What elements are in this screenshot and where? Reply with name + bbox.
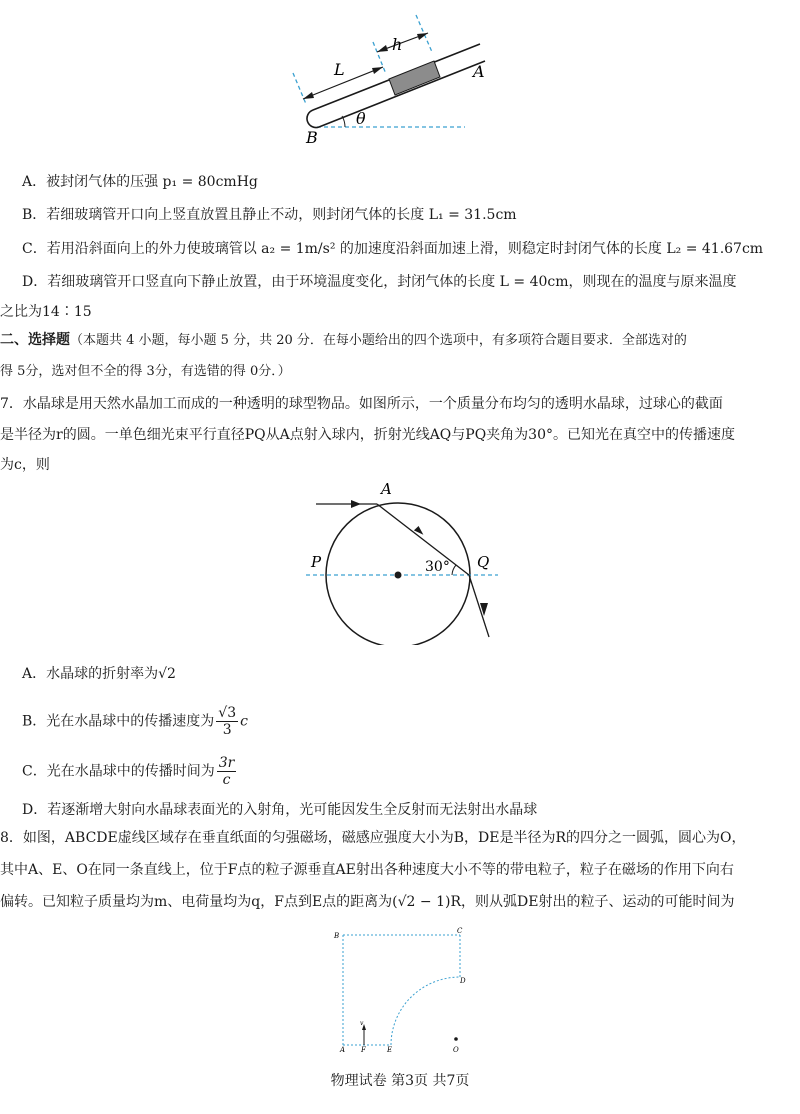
label-C: C xyxy=(457,927,463,935)
q7-option-c-numerator: 3r xyxy=(218,755,235,771)
q8-stem-line2: 其中A、E、O在同一条直线上，位于F点的粒子源垂直AE射出各种速度大小不等的带电粒子，粒子在磁场的作用下向右 xyxy=(0,862,734,878)
label-P: P xyxy=(311,553,322,571)
crystal-ball-figure xyxy=(0,475,800,645)
label-E: E xyxy=(387,1046,393,1054)
label-h: h xyxy=(392,35,403,54)
q8-stem-line3: 偏转。已知粒子质量均为m、电荷量均为q，F点到E点的距离为(√2 − 1)R，则从弧DE射出的粒子、运动的可能时间为 xyxy=(0,894,735,910)
label-v: v xyxy=(360,1020,364,1027)
q6-option-d-line2: 之比为14∶15 xyxy=(0,304,92,320)
label-theta: θ xyxy=(356,109,366,128)
label-angle: 30° xyxy=(425,559,450,575)
label-A: A xyxy=(381,480,392,498)
q7-option-c-text: C．光在水晶球中的传播时间为 xyxy=(22,763,215,780)
section2-header xyxy=(0,330,687,351)
q7-option-c-denominator: c xyxy=(222,772,231,788)
q7-stem-line3: 为c，则 xyxy=(0,457,50,473)
label-D: D xyxy=(460,977,466,985)
q7-option-b-text: B．光在水晶球中的传播速度为 xyxy=(22,713,215,730)
label-Q: Q xyxy=(477,553,490,571)
q8-stem-line1: 8．如图，ABCDE虚线区域存在垂直纸面的匀强磁场，磁感应强度大小为B，DE是半径为R的四分之一圆弧，圆心为O， xyxy=(0,830,746,846)
q7-option-b-denominator: 3 xyxy=(222,722,232,738)
q6-option-a: A．被封闭气体的压强 p₁ = 80cmHg xyxy=(22,174,258,190)
q7-stem-line1: 7．水晶球是用天然水晶加工而成的一种透明的球型物品。如图所示，一个质量分布均匀的透明水晶球，过球心的截面 xyxy=(0,396,723,412)
label-B: B xyxy=(306,128,318,147)
section2-desc2: 得 5分，选对但不全的得 3分，有选错的得 0分．） xyxy=(0,364,291,379)
tube-figure xyxy=(0,0,800,150)
section2-desc1: （本题共 4 小题，每小题 5 分，共 20 分．在每小题给出的四个选项中，有多项符合题目要求．全部选对的 xyxy=(70,333,687,348)
q7-option-c xyxy=(22,755,238,788)
label-A: A xyxy=(473,62,485,81)
q7-option-a-value: √2 xyxy=(158,666,176,682)
label-B: B xyxy=(334,932,340,940)
q7-option-b-tail: c xyxy=(240,713,248,730)
page-footer: 物理试卷 第3页 共7页 xyxy=(330,1073,470,1089)
q7-option-b-numerator: √3 xyxy=(218,705,237,721)
label-F: F xyxy=(361,1046,366,1054)
q7-option-a xyxy=(22,664,176,684)
q6-option-b: B．若细玻璃管开口向上竖直放置且静止不动，则封闭气体的长度 L₁ = 31.5cm xyxy=(22,207,517,223)
label-L: L xyxy=(334,60,345,79)
q6-option-c: C．若用沿斜面向上的外力使玻璃管以 a₂ = 1m/s² 的加速度沿斜面加速上滑，则稳定时封闭气体的长度 L₂ = 41.67cm xyxy=(22,241,764,257)
q7-stem-line2: 是半径为r的圆。一单色细光束平行直径PQ从A点射入球内，折射光线AQ与PQ夹角为30°。已知光在真空中的传播速度 xyxy=(0,427,735,443)
section2-title: 二、选择题 xyxy=(0,332,70,348)
q7-option-c-fraction xyxy=(217,755,237,788)
q6-option-d-line1: D．若细玻璃管开口竖直向下静止放置，由于环境温度变化，封闭气体的长度 L = 40cm，则现在的温度与原来温度 xyxy=(22,274,737,290)
magnetic-field-figure xyxy=(0,925,800,1065)
label-O: O xyxy=(453,1046,459,1054)
label-A: A xyxy=(340,1046,346,1054)
q7-option-d: D．若逐渐增大射向水晶球表面光的入射角，光可能因发生全反射而无法射出水晶球 xyxy=(22,802,538,818)
q7-option-b xyxy=(22,705,248,738)
q7-option-a-text: A．水晶球的折射率为 xyxy=(22,666,159,682)
q7-option-b-fraction xyxy=(216,705,238,738)
